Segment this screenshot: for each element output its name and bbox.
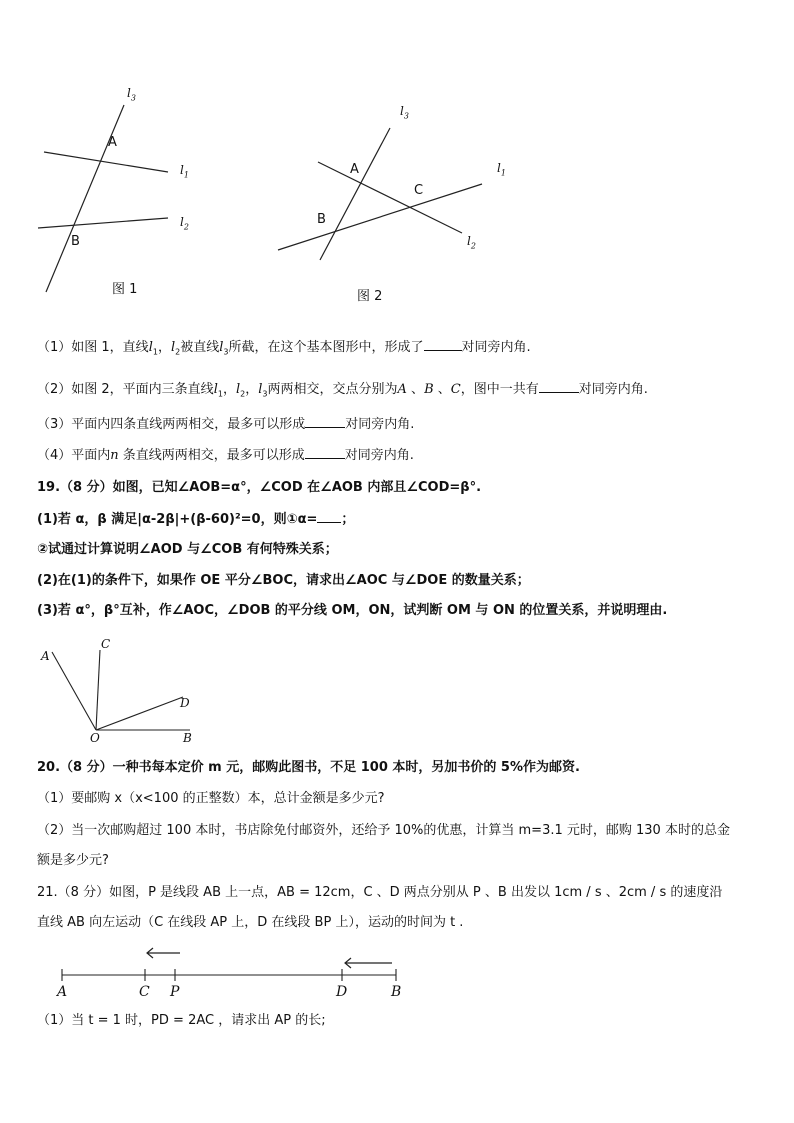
fig1-point-a: A — [108, 135, 117, 150]
q18-part-2: （2）如图 2，平面内三条直线$l_1$，$l_2$，$l_3$两两相交，交点分别为A 、B 、C，图中一共有 对同旁内角. — [37, 382, 648, 399]
q21-point-b: B — [391, 984, 402, 1000]
q18-part-4: （4）平面内n 条直线两两相交，最多可以形成 对同旁内角. — [37, 448, 414, 463]
fig2-point-c: C — [414, 183, 424, 198]
fig1-caption: 图 1 — [112, 282, 138, 297]
q19-point-b: B — [183, 731, 192, 745]
q19-part-2: (2)在(1)的条件下，如果作 OE 平分∠BOC，请求出∠AOC 与∠DOE 的数量关系； — [37, 573, 530, 588]
fig1-label-l3: $l_3$ — [127, 86, 136, 103]
q21-heading-b: 直线 AB 向左运动（C 在线段 AP 上，D 在线段 BP 上），运动的时间为 t . — [37, 915, 464, 930]
q19-point-c: C — [101, 637, 111, 651]
fig2-label-l1: $l_1$ — [497, 161, 506, 178]
fig2-label-l2: $l_2$ — [467, 234, 476, 251]
q21-point-d: D — [336, 984, 348, 1000]
q19-point-o: O — [90, 731, 100, 745]
fig2-caption: 图 2 — [357, 289, 383, 304]
q18-part-3: （3）平面内四条直线两两相交，最多可以形成 对同旁内角. — [37, 417, 415, 432]
q19-point-a: A — [41, 649, 50, 663]
q20-part-2a: （2）当一次邮购超过 100 本时，书店除免付邮资外，还给予 10%的优惠，计算当 m=3.1 元时，邮购 130 本时的总金 — [37, 823, 730, 838]
q20-part-1: （1）要邮购 x（x<100 的正整数）本，总计金额是多少元? — [37, 791, 385, 806]
q18-part-1: （1）如图 1，直线$l_1$，$l_2$被直线$l_3$所截，在这个基本图形中，形成了 对同旁内角. — [37, 340, 531, 357]
q21-heading-a: 21.（8 分）如图，P 是线段 AB 上一点，AB = 12cm，C 、D 两点分别从 P 、B 出发以 1cm / s 、2cm / s 的速度沿 — [37, 885, 723, 900]
q20-part-2b: 额是多少元? — [37, 853, 109, 868]
q21-point-c: C — [139, 984, 150, 1000]
fig1-label-l2: $l_2$ — [180, 215, 189, 232]
q19-part-1: (1)若 α，β 满足|α-2β|+(β-60)²=0，则①α= ； — [37, 512, 355, 527]
q21-part-1: （1）当 t = 1 时，PD = 2AC ，请求出 AP 的长; — [37, 1013, 326, 1028]
q19-point-d: D — [180, 696, 190, 710]
fig1-label-l1: $l_1$ — [180, 163, 189, 180]
q19-heading: 19.（8 分）如图，已知∠AOB=α°，∠COD 在∠AOB 内部且∠COD=β°. — [37, 480, 482, 495]
q21-point-p: P — [170, 984, 180, 1000]
fig2-point-b: B — [317, 212, 326, 227]
q20-heading: 20.（8 分）一种书每本定价 m 元，邮购此图书，不足 100 本时，另加书价的 5%作为邮资. — [37, 760, 580, 775]
fig1-point-b: B — [71, 234, 80, 249]
q21-point-a: A — [57, 984, 68, 1000]
q19-part-3: (3)若 α°，β°互补，作∠AOC，∠DOB 的平分线 OM，ON，试判断 OM 与 ON 的位置关系，并说明理由. — [37, 603, 668, 618]
q19-part-1b: ②试通过计算说明∠AOD 与∠COB 有何特殊关系； — [37, 542, 338, 557]
fig2-label-l3: $l_3$ — [400, 104, 409, 121]
fig2-point-a: A — [350, 162, 359, 177]
